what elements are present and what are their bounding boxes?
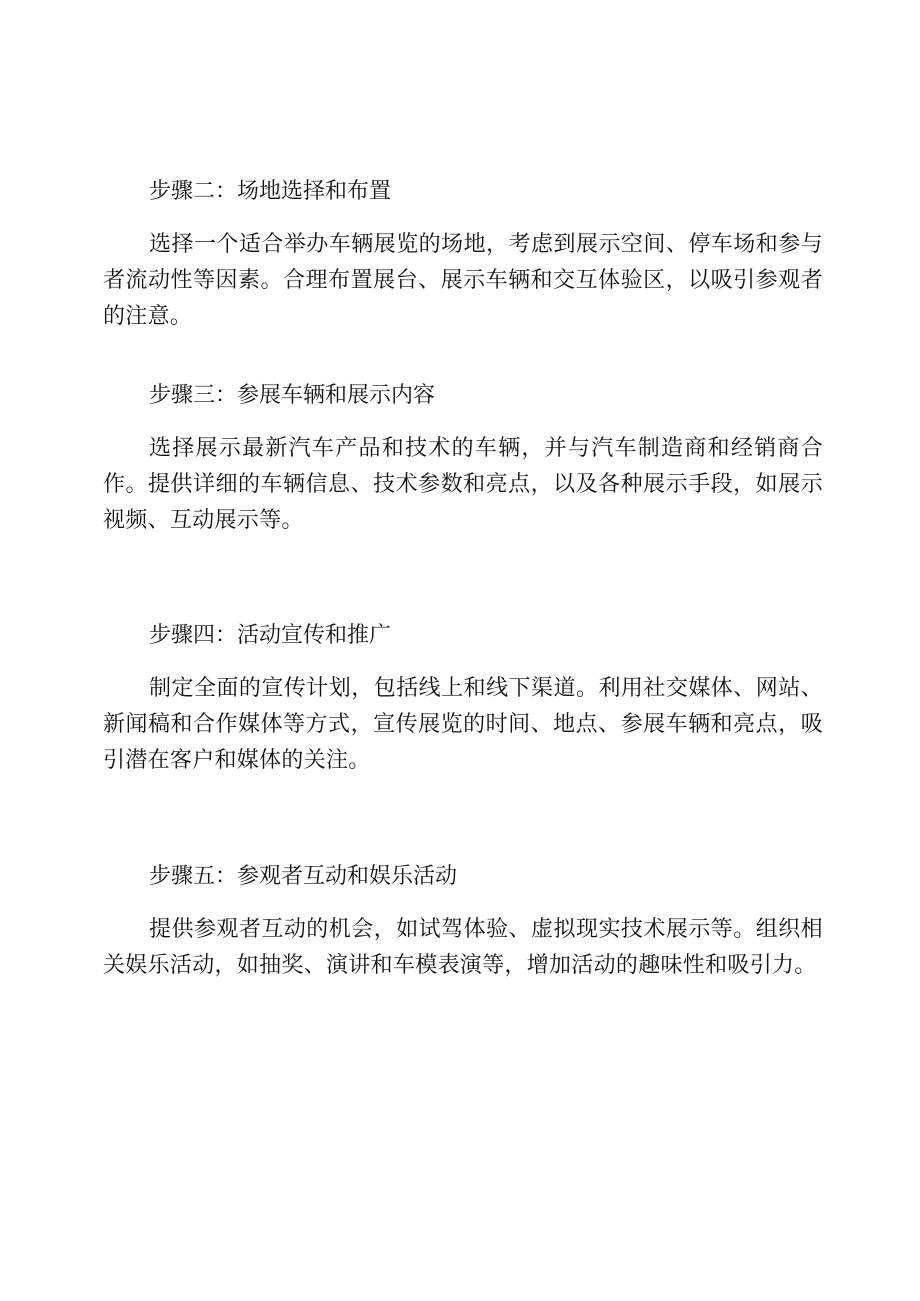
section-step-four — [103, 621, 823, 779]
section-paragraph: 提供参观者互动的机会，如试驾体验、虚拟现实技术展示等。组织相关娱乐活动，如抽奖、演讲和车模表演等，增加活动的趣味性和吸引力。 — [103, 917, 823, 978]
section-step-two — [103, 177, 823, 335]
section-step-five — [103, 862, 823, 984]
section-paragraph: 选择一个适合举办车辆展览的场地，考虑到展示空间、停车场和参与者流动性等因素。合理布置展台、展示车辆和交互体验区，以吸引参观者的注意。 — [103, 232, 823, 329]
section-heading: 步骤二：场地选择和布置 — [149, 179, 392, 204]
section-heading: 步骤四：活动宣传和推广 — [149, 623, 392, 648]
section-paragraph: 制定全面的宣传计划，包括线上和线下渠道。利用社交媒体、网站、新闻稿和合作媒体等方式，宣传展览的时间、地点、参展车辆和亮点，吸引潜在客户和媒体的关注。 — [103, 676, 823, 773]
section-heading: 步骤五：参观者互动和娱乐活动 — [149, 864, 458, 889]
section-step-three — [103, 381, 823, 539]
section-paragraph: 选择展示最新汽车产品和技术的车辆，并与汽车制造商和经销商合作。提供详细的车辆信息、技术参数和亮点，以及各种展示手段，如展示视频、互动展示等。 — [103, 436, 823, 533]
section-heading: 步骤三：参展车辆和展示内容 — [149, 383, 436, 408]
